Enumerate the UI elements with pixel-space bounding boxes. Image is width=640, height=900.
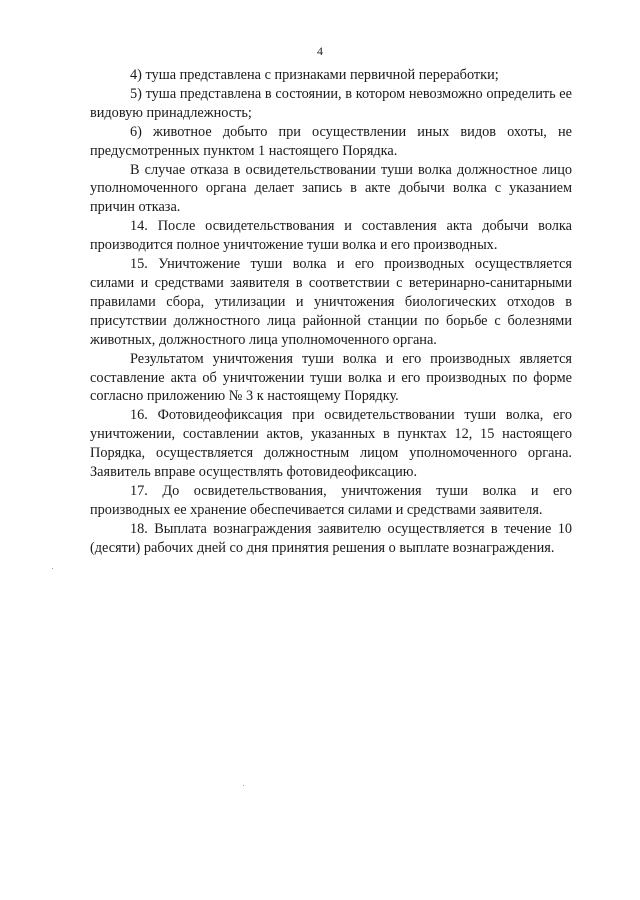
page-number: 4 [317,44,323,58]
paragraph-refusal-note: В случае отказа в освидетельствовании туши волка должностное лицо уполномоченного органа делает запись в акте добычи волка с указанием причин отказа. [90,161,572,216]
scan-speck [52,568,53,569]
paragraph-section-17: 17. До освидетельствования, уничтожения туши волка и его производных ее хранение обеспечивается силами и средствами заявителя. [90,482,572,518]
paragraph-item-6: 6) животное добыто при осуществлении иных видов охоты, не предусмотренных пунктом 1 настоящего Порядка. [90,123,572,159]
document-body [90,66,572,558]
paragraph-section-14: 14. После освидетельствования и составления акта добычи волка производится полное уничтожение туши волка и его производных. [90,218,572,254]
paragraph-section-15: 15. Уничтожение туши волка и его производных осуществляется силами и средствами заявителя в соответствии с ветеринарно-санитарными правилами сбора, утилизации и уничтожения биологических отходов в присутствии должностного лица районной станции по борьбе с болезнями животных, должностного лица уполномоченного органа. [90,256,572,348]
scan-speck [243,785,244,786]
paragraph-destruction-act: Результатом уничтожения туши волка и его производных является составление акта об уничтожении туши волка и его производных по форме согласно приложению № 3 к настоящему Порядку. [90,350,572,405]
paragraph-section-16: 16. Фотовидеофиксация при освидетельствовании туши волка, его уничтожении, составлении актов, указанных в пунктах 12, 15 настоящего Порядка, осуществляется должностным лицом уполномоченного органа. Заявитель вправе осуществлять фотовидеофиксацию. [90,407,572,481]
paragraph-item-4: 4) туша представлена с признаками первичной переработки; [130,67,499,83]
paragraph-section-18: 18. Выплата вознаграждения заявителю осуществляется в течение 10 (десяти) рабочих дней со дня принятия решения о выплате вознаграждения. [90,520,572,556]
paragraph-item-5: 5) туша представлена в состоянии, в котором невозможно определить ее видовую принадлежность; [90,85,572,121]
